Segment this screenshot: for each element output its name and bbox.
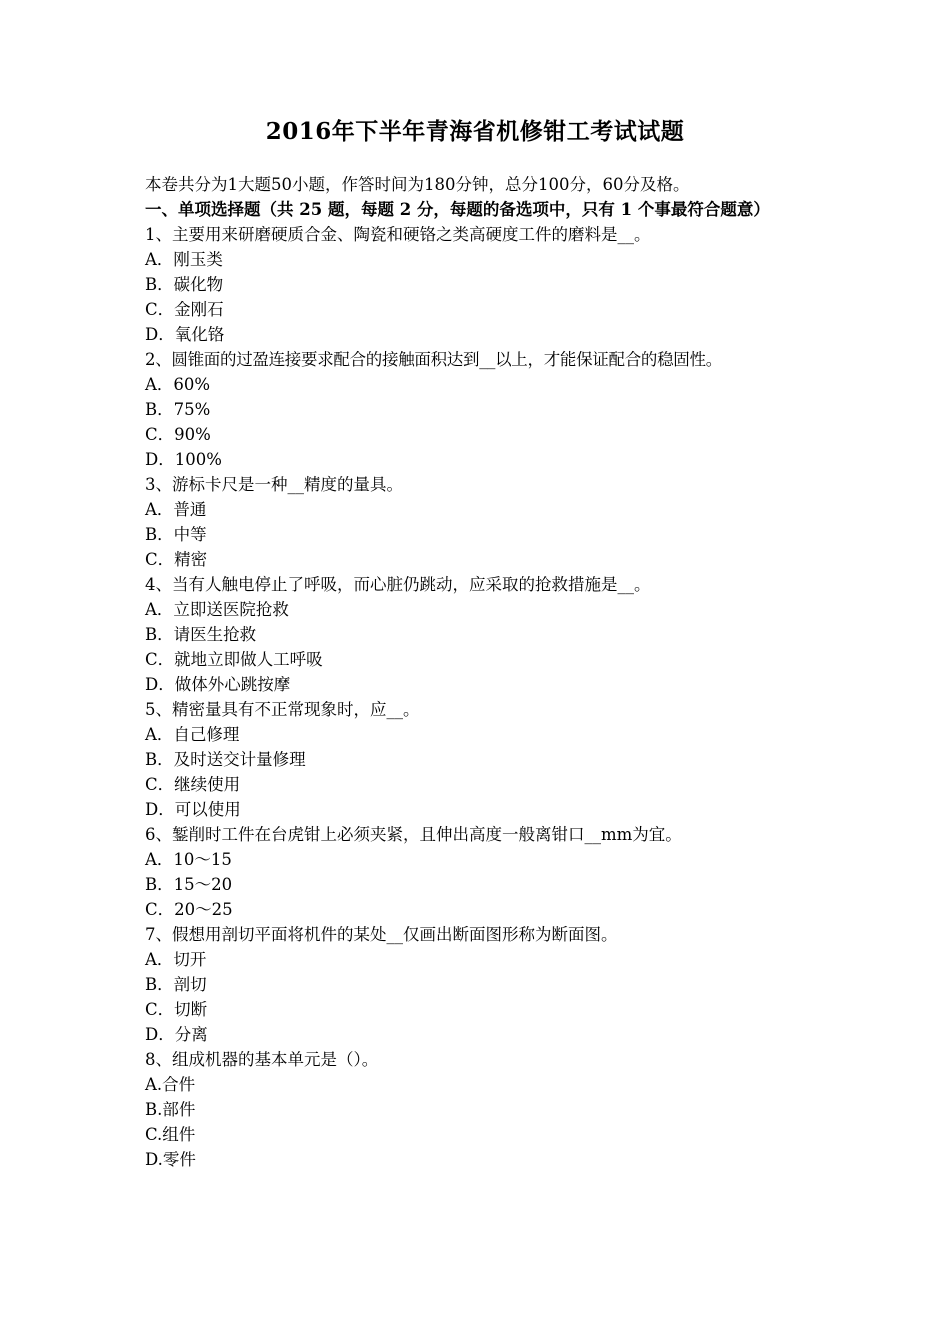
question-stem: 5、精密量具有不正常现象时，应__。 [145,700,420,719]
option-b: B．碳化物 [145,275,224,294]
option-c: C．切断 [145,1000,208,1019]
document-body [145,172,810,1172]
option-d: D．可以使用 [145,800,241,819]
option-a: A．切开 [145,950,207,969]
option-c: C.组件 [145,1125,196,1144]
question-8 [145,1047,810,1172]
option-c: C．金刚石 [145,300,224,319]
question-stem: 7、假想用剖切平面将机件的某处__仅画出断面图形称为断面图。 [145,925,618,944]
option-d: D.零件 [145,1150,196,1169]
option-c: C．就地立即做人工呼吸 [145,650,323,669]
exam-intro: 本卷共分为1大题50小题，作答时间为180分钟，总分100分，60分及格。 [145,175,690,194]
option-c: C．20～25 [145,900,233,919]
option-d: D．氧化铬 [145,325,225,344]
option-a: A．自己修理 [145,725,240,744]
question-stem: 4、当有人触电停止了呼吸，而心脏仍跳动，应采取的抢救措施是__。 [145,575,651,594]
question-2 [145,347,810,472]
option-a: A．60% [145,375,211,394]
question-stem: 6、錾削时工件在台虎钳上必须夹紧，且伸出高度一般离钳口__mm为宜。 [145,825,682,844]
section-heading: 一、单项选择题（共 25 题，每题 2 分，每题的备选项中，只有 1 个事最符合题意） [145,200,770,219]
option-a: A.合件 [145,1075,196,1094]
option-d: D．分离 [145,1025,208,1044]
question-3 [145,472,810,572]
option-c: C．精密 [145,550,208,569]
option-c: C．90% [145,425,211,444]
option-c: C．继续使用 [145,775,241,794]
option-d: D．做体外心跳按摩 [145,675,291,694]
question-stem: 2、圆锥面的过盈连接要求配合的接触面积达到__以上，才能保证配合的稳固性。 [145,350,722,369]
question-stem: 1、主要用来研磨硬质合金、陶瓷和硬铬之类高硬度工件的磨料是__。 [145,225,651,244]
option-b: B．请医生抢救 [145,625,257,644]
question-stem: 3、游标卡尺是一种__精度的量具。 [145,475,403,494]
question-stem: 8、组成机器的基本单元是（）。 [145,1050,379,1069]
option-b: B．中等 [145,525,207,544]
option-a: A．刚玉类 [145,250,223,269]
question-4 [145,572,810,697]
question-6 [145,822,810,922]
option-b: B．15～20 [145,875,233,894]
option-b: B．75% [145,400,211,419]
option-b: B.部件 [145,1100,196,1119]
option-a: A．立即送医院抢救 [145,600,289,619]
option-b: B．剖切 [145,975,207,994]
option-b: B．及时送交计量修理 [145,750,306,769]
question-7 [145,922,810,1047]
question-5 [145,697,810,822]
option-a: A．普通 [145,500,207,519]
document-title: 2016年下半年青海省机修钳工考试试题 [265,118,685,145]
option-d: D．100% [145,450,222,469]
question-1 [145,222,810,347]
option-a: A．10～15 [145,850,232,869]
